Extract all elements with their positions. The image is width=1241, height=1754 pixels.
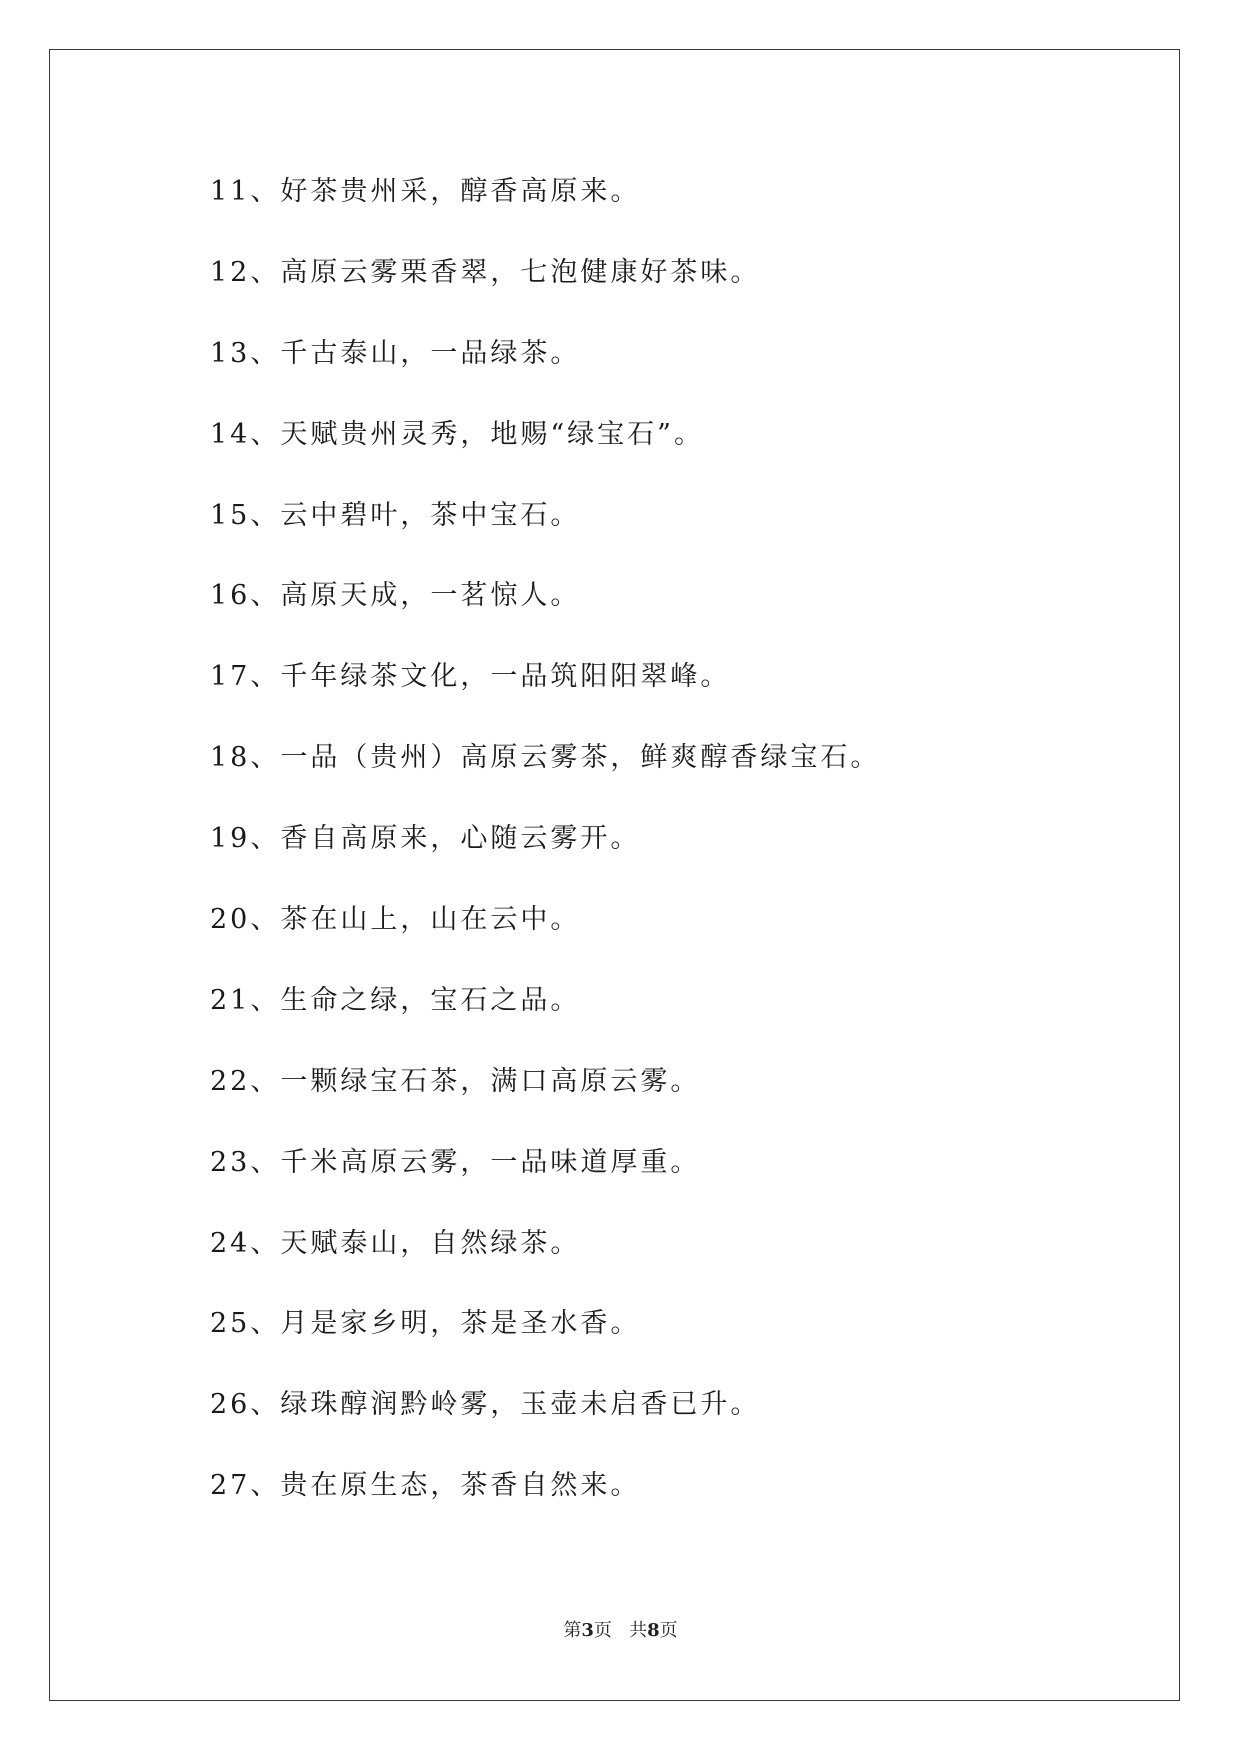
slogan-line: 27、贵在原生态，茶香自然来。 — [210, 1470, 641, 1502]
slogan-line: 13、千古泰山，一品绿茶。 — [210, 337, 581, 369]
slogan-line: 22、一颗绿宝石茶，满口高原云雾。 — [210, 1065, 701, 1097]
page-prefix: 第 — [563, 1620, 582, 1641]
current-page-number: 3 — [581, 1620, 594, 1641]
slogan-line: 11、好茶贵州采，醇香高原来。 — [210, 176, 641, 207]
total-suffix: 页 — [659, 1620, 678, 1641]
page-footer — [0, 1616, 1241, 1642]
slogan-line: 21、生命之绿，宝石之品。 — [210, 984, 581, 1016]
slogan-line: 15、云中碧叶，茶中宝石。 — [210, 499, 581, 531]
page-suffix: 页 — [593, 1620, 612, 1641]
total-pages-number: 8 — [647, 1620, 660, 1641]
slogan-line: 14、天赋贵州灵秀，地赐“绿宝石”。 — [210, 418, 704, 450]
slogan-line: 16、高原天成，一茗惊人。 — [210, 580, 581, 612]
slogan-line: 26、绿珠醇润黔岭雾，玉壶未启香已升。 — [210, 1389, 761, 1421]
slogan-line: 12、高原云雾栗香翠，七泡健康好茶味。 — [210, 256, 761, 288]
slogan-line: 18、一品（贵州）高原云雾茶，鲜爽醇香绿宝石。 — [210, 742, 881, 774]
slogan-list — [210, 158, 880, 1533]
slogan-line: 20、茶在山上，山在云中。 — [210, 904, 581, 936]
slogan-line: 25、月是家乡明，茶是圣水香。 — [210, 1308, 641, 1340]
slogan-line: 19、香自高原来，心随云雾开。 — [210, 823, 641, 855]
slogan-line: 17、千年绿茶文化，一品筑阳阳翠峰。 — [210, 661, 731, 693]
total-prefix: 共 — [629, 1620, 648, 1641]
slogan-line: 24、天赋泰山，自然绿茶。 — [210, 1227, 581, 1259]
slogan-line: 23、千米高原云雾，一品味道厚重。 — [210, 1146, 701, 1178]
